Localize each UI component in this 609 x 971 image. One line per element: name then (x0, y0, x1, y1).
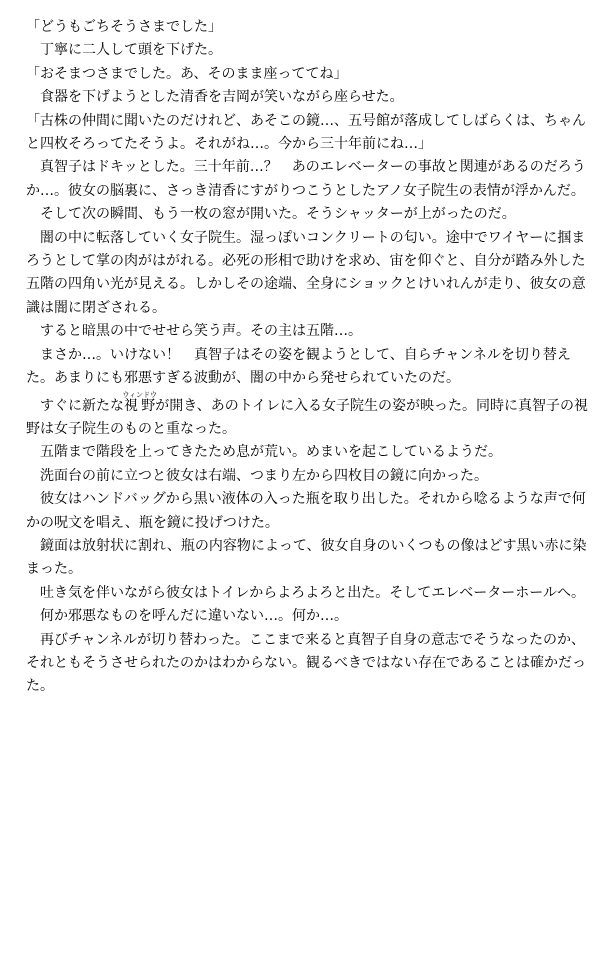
paragraph-8: 闇の中に転落していく女子院生。湿っぽいコンクリートの匂い。途中でワイヤーに掴まろうとして掌の肉がはがれる。必死の形相で助けを求め、宙を仰ぐと、自分が踏み外した五階の四角い光が見える。しかしその途端、全身にショックとけいれんが走り、彼女の意識は闇に閉ざされる。 (26, 229, 586, 316)
ruby-word-window (122, 390, 157, 414)
paragraph-10: まさか…。いけない！ 真智子はその姿を観ようとして、自らチャンネルを切り替えた。あまりにも邪悪すぎる波動が、闇の中から発せられていたのだ。 (26, 346, 571, 387)
paragraph-15: 鏡面は放射状に割れ、瓶の内容物によって、彼女自身のいくつもの像はどす黒い赤に染まった。 (26, 537, 587, 578)
paragraph-3: 「おそまつさまでした。あ、そのまま座っててね」 (26, 65, 348, 82)
paragraph-9: すると暗黒の中でせせら笑う声。その主は五階…。 (26, 323, 362, 340)
paragraph-11-with-ruby (26, 391, 592, 442)
paragraph-12: 五階まで階段を上ってきたため息が荒い。めまいを起こしているようだ。 (26, 444, 502, 461)
paragraph-6: 真智子はドキッとした。三十年前…？ あのエレベーターの事故と関連があるのだろうか…。彼女の脳裏に、さっき清香にすがりつこうとしたアノ女子院生の表情が浮かんだ。 (26, 159, 586, 199)
ruby-base: 視野 (122, 397, 157, 414)
ruby-paragraph-before: すぐに新たな (26, 397, 124, 414)
paragraph-13: 洗面台の前に立つと彼女は右端、つまり左から四枚目の鏡に向かった。 (26, 467, 488, 484)
paragraph-4: 食器を下げようとした清香を吉岡が笑いながら座らせた。 (26, 89, 404, 106)
document-page (26, 16, 592, 699)
paragraph-7: そして次の瞬間、もう一枚の窓が開いた。そうシャッターが上がったのだ。 (26, 206, 516, 223)
paragraph-17: 何か邪悪なものを呼んだに違いない…。何か…。 (26, 608, 348, 625)
ruby-paragraph-after: が開き、あのトイレに入る女子院生の姿が映った。同時に真智子の視野は女子院生のものと重なった。 (26, 397, 589, 437)
paragraph-18: 再びチャンネルが切り替わった。ここまで来ると真智子自身の意志でそうなったのか、それともそうさせられたのかはわからない。観るべきではない存在であることは確かだった。 (26, 631, 586, 695)
ruby-reading: ウィンドウ (122, 390, 157, 399)
paragraph-5: 「古株の仲間に聞いたのだけれど、あそこの鏡…、五号館が落成してしばらくは、ちゃんと四枚そろってたそうよ。それがね…。今から三十年前にね…」 (26, 112, 586, 153)
paragraph-16: 吐き気を伴いながら彼女はトイレからよろよろと出た。そしてエレベーターホールへ。 (26, 584, 586, 601)
paragraph-2: 丁寧に二人して頭を下げた。 (26, 42, 222, 59)
paragraph-14: 彼女はハンドバッグから黒い液体の入った瓶を取り出した。それから唸るような声で何かの呪文を唱え、瓶を鏡に投げつけた。 (26, 491, 586, 531)
paragraph-1: 「どうもごちそうさまでした」 (26, 19, 222, 35)
